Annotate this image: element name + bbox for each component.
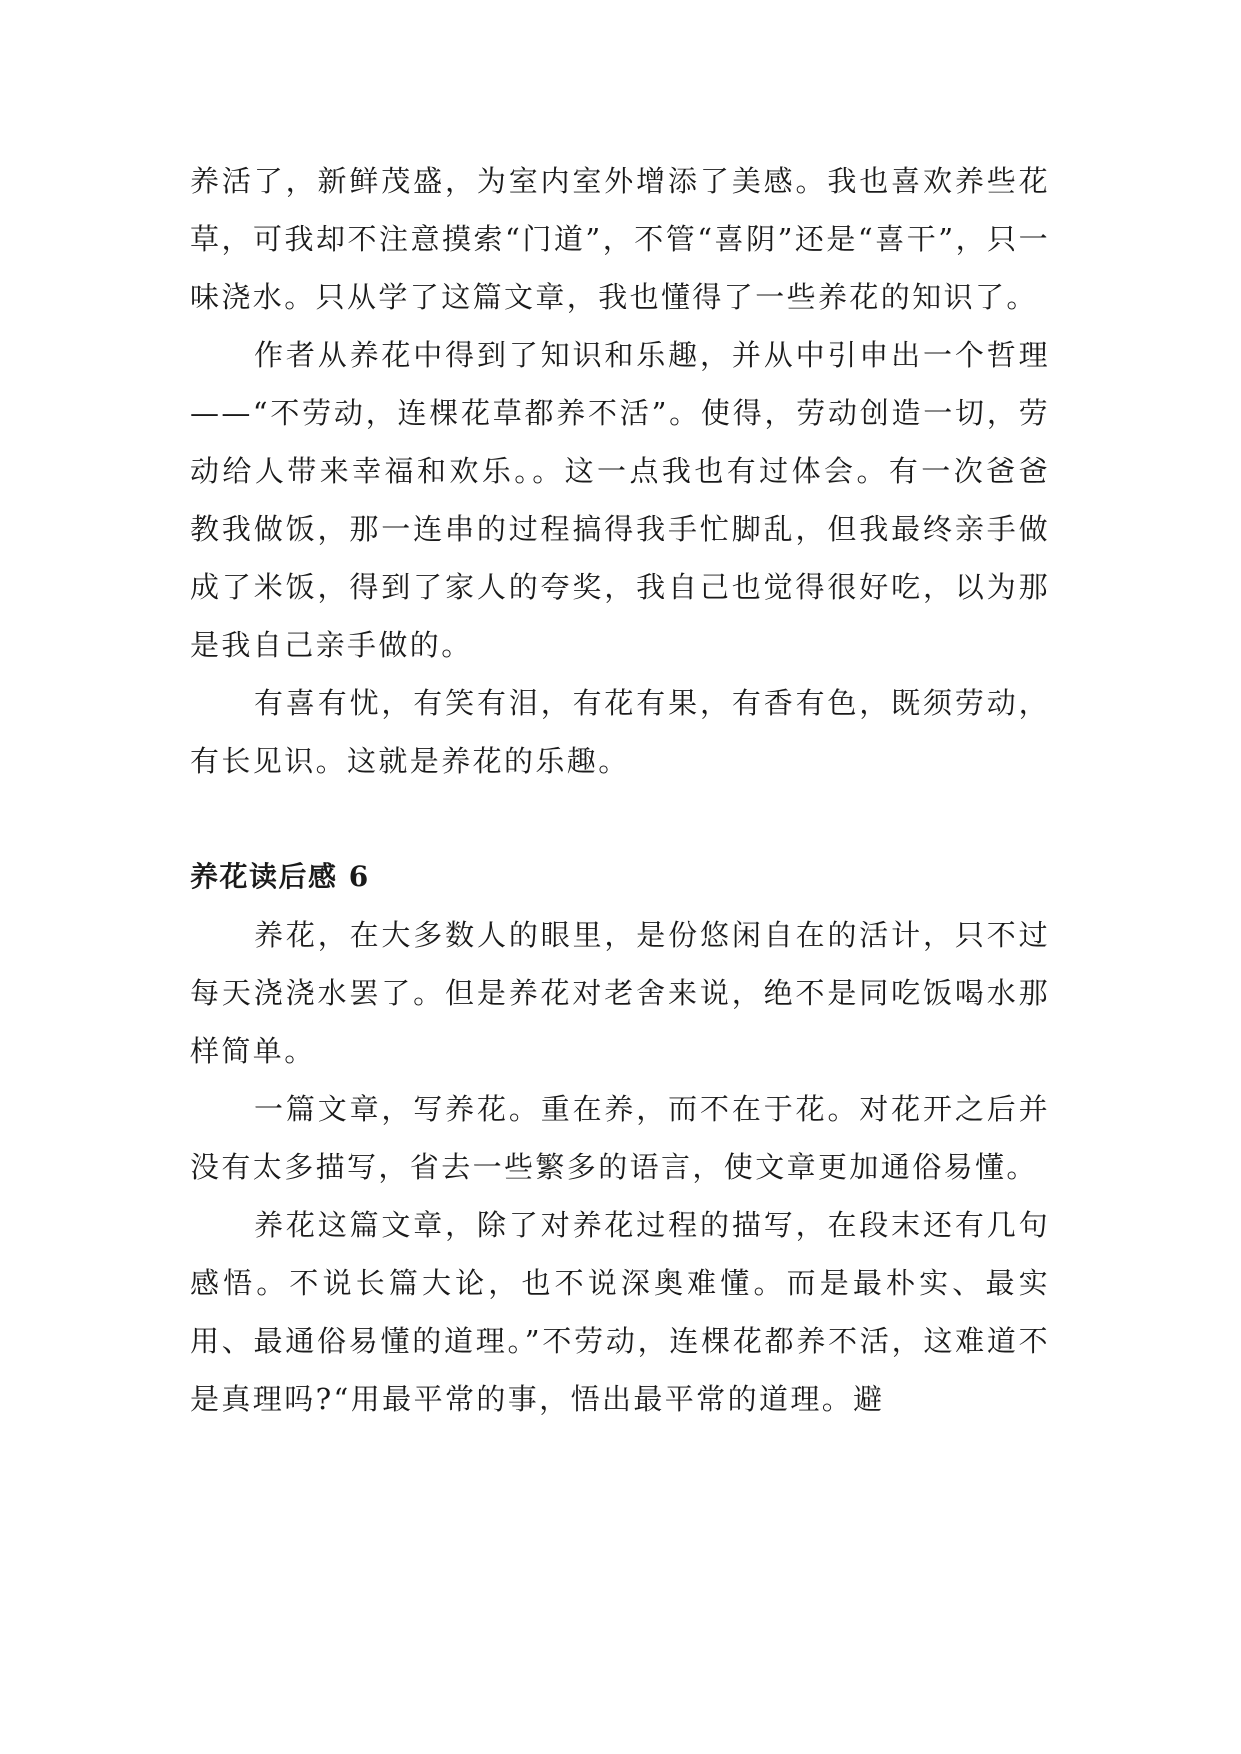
- paragraph: 养花这篇文章，除了对养花过程的描写，在段末还有几句感悟。不说长篇大论，也不说深奥难懂。而是最朴实、最实用、最通俗易懂的道理。”不劳动，连棵花都养不活，这难道不是真理吗?“用最平常的事，悟出最平常的道理。避: [190, 1208, 1050, 1416]
- paragraph: 一篇文章，写养花。重在养，而不在于花。对花开之后并没有太多描写，省去一些繁多的语言，使文章更加通俗易懂。: [190, 1092, 1050, 1184]
- paragraph: 作者从养花中得到了知识和乐趣，并从中引申出一个哲理——“不劳动，连棵花草都养不活”。使得，劳动创造一切，劳动给人带来幸福和欢乐。。这一点我也有过体会。有一次爸爸教我做饭，那一连串的过程搞得我手忙脚乱，但我最终亲手做成了米饭，得到了家人的夸奖，我自己也觉得很好吃，以为那是我自己亲手做的。: [190, 338, 1050, 662]
- paragraph: 养花，在大多数人的眼里，是份悠闲自在的活计，只不过每天浇浇水罢了。但是养花对老舍来说，绝不是同吃饭喝水那样简单。: [190, 918, 1050, 1068]
- paragraph-continued: 养活了，新鲜茂盛，为室内室外增添了美感。我也喜欢养些花草，可我却不注意摸索“门道”，不管“喜阴”还是“喜干”，只一味浇水。只从学了这篇文章，我也懂得了一些养花的知识了。: [190, 164, 1050, 314]
- section-heading: 养花读后感 6: [190, 860, 370, 893]
- document-body: [190, 152, 1050, 1428]
- paragraph: 有喜有忧，有笑有泪，有花有果，有香有色，既须劳动，有长见识。这就是养花的乐趣。: [190, 686, 1050, 778]
